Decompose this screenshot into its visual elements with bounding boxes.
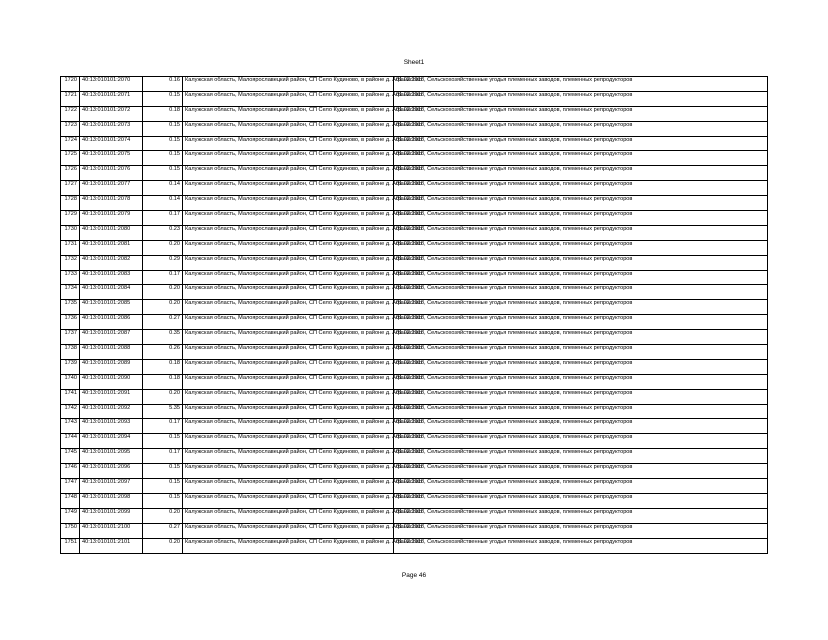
address-cell: Калужская область, Малоярославецкий район, СП Село Кудиново, в районе д. Афанасово [183, 181, 394, 196]
cadastral-number-cell: 40:13:010101:2101 [80, 538, 143, 553]
cadastral-number-cell: 40:13:010101:2075 [80, 151, 143, 166]
cadastral-number-cell: 40:13:010101:2080 [80, 225, 143, 240]
data-table [60, 76, 768, 554]
cadastral-number-cell: 40:13:010101:2073 [80, 121, 143, 136]
address-cell: Калужская область, Малоярославецкий район, СП Село Кудиново, в районе д. Афанасово [183, 106, 394, 121]
cadastral-number-cell: 40:13:010101:2081 [80, 240, 143, 255]
area-cell: 0.15 [143, 166, 183, 181]
area-cell: 0.15 [143, 151, 183, 166]
area-cell: 0.15 [143, 91, 183, 106]
description-cell: 01.02.2018, Сельскохозяйственные угодья племенных заводов, племенных репродукторов [394, 404, 768, 419]
address-cell: Калужская область, Малоярославецкий район, СП Село Кудиново, в районе д. Афанасово [183, 449, 394, 464]
row-number-cell: 1748 [61, 493, 80, 508]
address-cell: Калужская область, Малоярославецкий район, СП Село Кудиново, в районе д. Афанасово [183, 225, 394, 240]
cadastral-number-cell: 40:13:010101:2082 [80, 255, 143, 270]
area-cell: 0.16 [143, 77, 183, 92]
area-cell: 0.18 [143, 374, 183, 389]
row-number-cell: 1738 [61, 345, 80, 360]
description-cell: 01.02.2018, Сельскохозяйственные угодья племенных заводов, племенных репродукторов [394, 434, 768, 449]
cadastral-number-cell: 40:13:010101:2088 [80, 345, 143, 360]
table-body [61, 77, 768, 554]
cadastral-number-cell: 40:13:010101:2094 [80, 434, 143, 449]
row-number-cell: 1740 [61, 374, 80, 389]
row-number-cell: 1750 [61, 523, 80, 538]
description-cell: 01.02.2018, Сельскохозяйственные угодья племенных заводов, племенных репродукторов [394, 523, 768, 538]
description-cell: 01.02.2018, Сельскохозяйственные угодья племенных заводов, племенных репродукторов [394, 359, 768, 374]
cadastral-number-cell: 40:13:010101:2090 [80, 374, 143, 389]
cadastral-number-cell: 40:13:010101:2086 [80, 315, 143, 330]
description-cell: 01.02.2018, Сельскохозяйственные угодья племенных заводов, племенных репродукторов [394, 479, 768, 494]
area-cell: 0.15 [143, 121, 183, 136]
cadastral-number-cell: 40:13:010101:2085 [80, 300, 143, 315]
area-cell: 0.35 [143, 330, 183, 345]
address-cell: Калужская область, Малоярославецкий район, СП Село Кудиново, в районе д. Афанасово [183, 270, 394, 285]
cadastral-number-cell: 40:13:010101:2087 [80, 330, 143, 345]
table-row [61, 493, 768, 508]
table-row [61, 449, 768, 464]
row-number-cell: 1743 [61, 419, 80, 434]
address-cell: Калужская область, Малоярославецкий район, СП Село Кудиново, в районе д. Афанасово [183, 359, 394, 374]
area-cell: 0.20 [143, 389, 183, 404]
cadastral-number-cell: 40:13:010101:2098 [80, 493, 143, 508]
area-cell: 0.15 [143, 136, 183, 151]
table-row [61, 211, 768, 226]
area-cell: 0.27 [143, 315, 183, 330]
row-number-cell: 1751 [61, 538, 80, 553]
address-cell: Калужская область, Малоярославецкий район, СП Село Кудиново, в районе д. Афанасово [183, 345, 394, 360]
area-cell: 0.20 [143, 538, 183, 553]
table-row [61, 419, 768, 434]
row-number-cell: 1735 [61, 300, 80, 315]
area-cell: 0.29 [143, 255, 183, 270]
address-cell: Калужская область, Малоярославецкий район, СП Село Кудиново, в районе д. Афанасово [183, 330, 394, 345]
area-cell: 0.18 [143, 106, 183, 121]
description-cell: 01.02.2018, Сельскохозяйственные угодья племенных заводов, племенных репродукторов [394, 211, 768, 226]
table-row [61, 523, 768, 538]
table-row [61, 166, 768, 181]
area-cell: 0.26 [143, 345, 183, 360]
cadastral-number-cell: 40:13:010101:2099 [80, 508, 143, 523]
table-row [61, 270, 768, 285]
cadastral-number-cell: 40:13:010101:2076 [80, 166, 143, 181]
address-cell: Калужская область, Малоярославецкий район, СП Село Кудиново, в районе д. Афанасово [183, 389, 394, 404]
area-cell: 0.20 [143, 285, 183, 300]
row-number-cell: 1739 [61, 359, 80, 374]
row-number-cell: 1721 [61, 91, 80, 106]
description-cell: 01.02.2018, Сельскохозяйственные угодья племенных заводов, племенных репродукторов [394, 240, 768, 255]
description-cell: 01.02.2018, Сельскохозяйственные угодья племенных заводов, племенных репродукторов [394, 196, 768, 211]
area-cell: 0.17 [143, 211, 183, 226]
description-cell: 01.02.2018, Сельскохозяйственные угодья племенных заводов, племенных репродукторов [394, 508, 768, 523]
address-cell: Калужская область, Малоярославецкий район, СП Село Кудиново, в районе д. Афанасово [183, 151, 394, 166]
cadastral-number-cell: 40:13:010101:2077 [80, 181, 143, 196]
description-cell: 01.02.2018, Сельскохозяйственные угодья племенных заводов, племенных репродукторов [394, 315, 768, 330]
table-row [61, 121, 768, 136]
address-cell: Калужская область, Малоярославецкий район, СП Село Кудиново, в районе д. Афанасово [183, 255, 394, 270]
row-number-cell: 1722 [61, 106, 80, 121]
address-cell: Калужская область, Малоярославецкий район, СП Село Кудиново, в районе д. Афанасово [183, 196, 394, 211]
cadastral-number-cell: 40:13:010101:2095 [80, 449, 143, 464]
area-cell: 0.27 [143, 523, 183, 538]
cadastral-number-cell: 40:13:010101:2070 [80, 77, 143, 92]
table-row [61, 434, 768, 449]
row-number-cell: 1742 [61, 404, 80, 419]
address-cell: Калужская область, Малоярославецкий район, СП Село Кудиново, в районе д. Афанасово [183, 538, 394, 553]
row-number-cell: 1730 [61, 225, 80, 240]
address-cell: Калужская область, Малоярославецкий район, СП Село Кудиново, в районе д. Афанасово [183, 136, 394, 151]
area-cell: 0.15 [143, 464, 183, 479]
address-cell: Калужская область, Малоярославецкий район, СП Село Кудиново, в районе д. Афанасово [183, 77, 394, 92]
area-cell: 5.35 [143, 404, 183, 419]
description-cell: 01.02.2018, Сельскохозяйственные угодья племенных заводов, племенных репродукторов [394, 166, 768, 181]
description-cell: 01.02.2018, Сельскохозяйственные угодья племенных заводов, племенных репродукторов [394, 106, 768, 121]
address-cell: Калужская область, Малоярославецкий район, СП Село Кудиново, в районе д. Афанасово [183, 240, 394, 255]
table-row [61, 77, 768, 92]
area-cell: 0.14 [143, 181, 183, 196]
table-row [61, 196, 768, 211]
row-number-cell: 1736 [61, 315, 80, 330]
table-row [61, 225, 768, 240]
cadastral-number-cell: 40:13:010101:2084 [80, 285, 143, 300]
table-row [61, 315, 768, 330]
row-number-cell: 1724 [61, 136, 80, 151]
area-cell: 0.15 [143, 479, 183, 494]
row-number-cell: 1745 [61, 449, 80, 464]
row-number-cell: 1726 [61, 166, 80, 181]
description-cell: 01.02.2018, Сельскохозяйственные угодья племенных заводов, племенных репродукторов [394, 300, 768, 315]
cadastral-number-cell: 40:13:010101:2083 [80, 270, 143, 285]
table-row [61, 389, 768, 404]
cadastral-number-cell: 40:13:010101:2079 [80, 211, 143, 226]
table-row [61, 255, 768, 270]
table-row [61, 136, 768, 151]
area-cell: 0.20 [143, 300, 183, 315]
address-cell: Калужская область, Малоярославецкий район, СП Село Кудиново, в районе д. Афанасово [183, 374, 394, 389]
table-row [61, 359, 768, 374]
table-row [61, 374, 768, 389]
table-row [61, 240, 768, 255]
cadastral-number-cell: 40:13:010101:2074 [80, 136, 143, 151]
address-cell: Калужская область, Малоярославецкий район, СП Село Кудиново, в районе д. Афанасово [183, 285, 394, 300]
address-cell: Калужская область, Малоярославецкий район, СП Село Кудиново, в районе д. Афанасово [183, 493, 394, 508]
description-cell: 01.02.2018, Сельскохозяйственные угодья племенных заводов, племенных репродукторов [394, 181, 768, 196]
area-cell: 0.17 [143, 419, 183, 434]
table-row [61, 285, 768, 300]
row-number-cell: 1744 [61, 434, 80, 449]
area-cell: 0.23 [143, 225, 183, 240]
table-row [61, 106, 768, 121]
area-cell: 0.20 [143, 508, 183, 523]
row-number-cell: 1729 [61, 211, 80, 226]
address-cell: Калужская область, Малоярославецкий район, СП Село Кудиново, в районе д. Афанасово [183, 121, 394, 136]
address-cell: Калужская область, Малоярославецкий район, СП Село Кудиново, в районе д. Афанасово [183, 523, 394, 538]
description-cell: 01.02.2018, Сельскохозяйственные угодья племенных заводов, племенных репродукторов [394, 538, 768, 553]
description-cell: 01.02.2018, Сельскохозяйственные угодья племенных заводов, племенных репродукторов [394, 285, 768, 300]
area-cell: 0.14 [143, 196, 183, 211]
description-cell: 01.02.2018, Сельскохозяйственные угодья племенных заводов, племенных репродукторов [394, 77, 768, 92]
row-number-cell: 1731 [61, 240, 80, 255]
address-cell: Калужская область, Малоярославецкий район, СП Село Кудиново, в районе д. Афанасово [183, 404, 394, 419]
page-number: Page 46 [401, 572, 427, 579]
row-number-cell: 1733 [61, 270, 80, 285]
address-cell: Калужская область, Малоярославецкий район, СП Село Кудиново, в районе д. Афанасово [183, 434, 394, 449]
address-cell: Калужская область, Малоярославецкий район, СП Село Кудиново, в районе д. Афанасово [183, 166, 394, 181]
row-number-cell: 1737 [61, 330, 80, 345]
description-cell: 01.02.2018, Сельскохозяйственные угодья племенных заводов, племенных репродукторов [394, 374, 768, 389]
description-cell: 01.02.2018, Сельскохозяйственные угодья племенных заводов, племенных репродукторов [394, 136, 768, 151]
table-row [61, 508, 768, 523]
address-cell: Калужская область, Малоярославецкий район, СП Село Кудиново, в районе д. Афанасово [183, 479, 394, 494]
address-cell: Калужская область, Малоярославецкий район, СП Село Кудиново, в районе д. Афанасово [183, 91, 394, 106]
cadastral-number-cell: 40:13:010101:2078 [80, 196, 143, 211]
area-cell: 0.18 [143, 359, 183, 374]
address-cell: Калужская область, Малоярославецкий район, СП Село Кудиново, в районе д. Афанасово [183, 419, 394, 434]
table-row [61, 91, 768, 106]
row-number-cell: 1734 [61, 285, 80, 300]
cadastral-number-cell: 40:13:010101:2100 [80, 523, 143, 538]
cadastral-number-cell: 40:13:010101:2091 [80, 389, 143, 404]
row-number-cell: 1741 [61, 389, 80, 404]
description-cell: 01.02.2018, Сельскохозяйственные угодья племенных заводов, племенных репродукторов [394, 419, 768, 434]
description-cell: 01.02.2018, Сельскохозяйственные угодья племенных заводов, племенных репродукторов [394, 151, 768, 166]
table-row [61, 479, 768, 494]
description-cell: 01.02.2018, Сельскохозяйственные угодья племенных заводов, племенных репродукторов [394, 464, 768, 479]
description-cell: 01.02.2018, Сельскохозяйственные угодья племенных заводов, племенных репродукторов [394, 330, 768, 345]
row-number-cell: 1732 [61, 255, 80, 270]
table-row [61, 300, 768, 315]
table-row [61, 538, 768, 553]
row-number-cell: 1746 [61, 464, 80, 479]
row-number-cell: 1723 [61, 121, 80, 136]
row-number-cell: 1749 [61, 508, 80, 523]
table-row [61, 345, 768, 360]
address-cell: Калужская область, Малоярославецкий район, СП Село Кудиново, в районе д. Афанасово [183, 315, 394, 330]
cadastral-number-cell: 40:13:010101:2096 [80, 464, 143, 479]
cadastral-number-cell: 40:13:010101:2089 [80, 359, 143, 374]
row-number-cell: 1727 [61, 181, 80, 196]
area-cell: 0.17 [143, 449, 183, 464]
row-number-cell: 1720 [61, 77, 80, 92]
sheet-title: Sheet1 [403, 59, 425, 66]
area-cell: 0.17 [143, 270, 183, 285]
address-cell: Калужская область, Малоярославецкий район, СП Село Кудиново, в районе д. Афанасово [183, 464, 394, 479]
area-cell: 0.15 [143, 434, 183, 449]
row-number-cell: 1728 [61, 196, 80, 211]
area-cell: 0.15 [143, 493, 183, 508]
cadastral-number-cell: 40:13:010101:2071 [80, 91, 143, 106]
cadastral-number-cell: 40:13:010101:2092 [80, 404, 143, 419]
table-row [61, 404, 768, 419]
description-cell: 01.02.2018, Сельскохозяйственные угодья племенных заводов, племенных репродукторов [394, 255, 768, 270]
description-cell: 01.02.2018, Сельскохозяйственные угодья племенных заводов, племенных репродукторов [394, 121, 768, 136]
cadastral-number-cell: 40:13:010101:2072 [80, 106, 143, 121]
address-cell: Калужская область, Малоярославецкий район, СП Село Кудиново, в районе д. Афанасово [183, 508, 394, 523]
table-row [61, 330, 768, 345]
cadastral-number-cell: 40:13:010101:2093 [80, 419, 143, 434]
description-cell: 01.02.2018, Сельскохозяйственные угодья племенных заводов, племенных репродукторов [394, 225, 768, 240]
description-cell: 01.02.2018, Сельскохозяйственные угодья племенных заводов, племенных репродукторов [394, 91, 768, 106]
table-row [61, 464, 768, 479]
description-cell: 01.02.2018, Сельскохозяйственные угодья племенных заводов, племенных репродукторов [394, 345, 768, 360]
description-cell: 01.02.2018, Сельскохозяйственные угодья племенных заводов, племенных репродукторов [394, 270, 768, 285]
description-cell: 01.02.2018, Сельскохозяйственные угодья племенных заводов, племенных репродукторов [394, 389, 768, 404]
row-number-cell: 1747 [61, 479, 80, 494]
table-row [61, 151, 768, 166]
description-cell: 01.02.2018, Сельскохозяйственные угодья племенных заводов, племенных репродукторов [394, 449, 768, 464]
table-row [61, 181, 768, 196]
row-number-cell: 1725 [61, 151, 80, 166]
address-cell: Калужская область, Малоярославецкий район, СП Село Кудиново, в районе д. Афанасово [183, 211, 394, 226]
area-cell: 0.20 [143, 240, 183, 255]
description-cell: 01.02.2018, Сельскохозяйственные угодья племенных заводов, племенных репродукторов [394, 493, 768, 508]
address-cell: Калужская область, Малоярославецкий район, СП Село Кудиново, в районе д. Афанасово [183, 300, 394, 315]
cadastral-number-cell: 40:13:010101:2097 [80, 479, 143, 494]
